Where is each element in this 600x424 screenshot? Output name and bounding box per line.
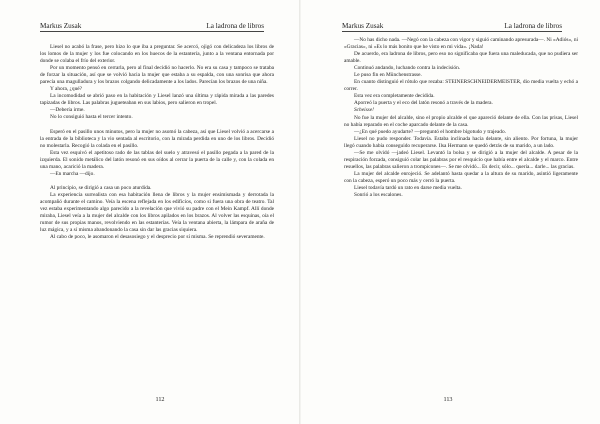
paragraph: —En marcha —dijo. — [50, 170, 95, 177]
paragraph: En cuanto distinguió el rótulo que rezaba: STEINERSCHNEIDERMEISTER, dio media vuelta y echó a correr. — [344, 79, 578, 93]
right-page — [300, 0, 600, 424]
page-body — [40, 44, 274, 241]
paragraph: —¿En qué puedo ayudarte? —preguntó el hombre bigotudo y trajeado. — [354, 128, 506, 135]
paragraph: Liesel no pudo responder. Todavía. Estaba inclinada hacia delante, sin aliento. Por fortuna, la mujer llegó cuando había conseguido recuperarse. Ilsa Hermann se quedó detrás de su marido, a un lado. — [344, 135, 578, 149]
paragraph: —Se me olvidó —jadeó Liesel. Levantó la bolsa y se dirigió a la mujer del alcalde. A pesar de la respiración forzada, consiguió colar las palabras por el resquicio que había entre el alcalde y el marco. Entre resuellos, las palabras salieron a trompicones—. Se me olvidó... Es decir, sólo... quería... darle... las gracias. — [344, 149, 578, 170]
paragraph: No fue la mujer del alcalde, sino el propio alcalde el que apareció delante de ella. Con las prisas, Liesel no había reparado en el coche aparcado delante de la casa. — [344, 114, 578, 128]
paragraph: Continuó andando, luchando contra la indecisión. — [354, 65, 461, 72]
header-author: Markus Zusak — [342, 22, 384, 30]
header-book-title: La ladrona de libros — [504, 22, 562, 30]
paragraph: Al cabo de poco, le asomaron el desasosiego y el desprecio por sí misma. Se reprendió severamente. — [50, 234, 265, 241]
header-author: Markus Zusak — [40, 22, 82, 30]
running-header — [40, 22, 264, 32]
paragraph: La experiencia surrealista con esa habitación llena de libros y la mujer ensimismada y derrotada la acompañó durante el camino. Veía la escena reflejada en los edificios, como si fuera una obra de teatro. Tal vez estaba experimentando algo parecido a la revelación que vivió su padre con el Mein Kampf. Allí donde miraba, Liesel veía a la mujer del alcalde con los libros apilados en los brazos. Al volver las esquinas, oía el rumor de sus propias manos, revolviendo en las estanterías. Veía la ventana abierta, la lámpara de araña de luz mágica, y a sí misma abandonando la casa sin dar las gracias siquiera. — [40, 191, 274, 234]
paragraph: Esperó en el pasillo unos minutos, pero la mujer no asomó la cabeza, así que Liesel volvió a acercarse a la entrada de la biblioteca y la vio sentada al escritorio, con la mirada perdida en uno de los libros. Decidió no molestarla. Recogió la colada en el pasillo. — [40, 128, 274, 149]
paragraph: Al principio, se dirigió a casa un poco aturdida. — [50, 184, 152, 191]
header-book-title: La ladrona de libros — [206, 22, 264, 30]
paragraph: Sonrió a los escalones. — [354, 192, 403, 199]
page-body — [344, 37, 578, 199]
paragraph: Scheisse! — [354, 107, 374, 114]
running-header — [342, 22, 562, 32]
paragraph: Liesel no acabó la frase, pero hizo lo que iba a preguntar. Se acercó, ojigó con delicadeza los libros de los lomos de la mujer y los fue colocando en los huecos de la estantería, junto a la ventana entornada por donde se colaba el frío del exterior. — [40, 44, 274, 65]
paragraph: Le puso fin en Münchenstrasse. — [354, 72, 422, 79]
paragraph: De acuerdo, era ladrona de libros, pero eso no significaba que fuera una maleducada, que no pudiera ser amable. — [344, 51, 578, 65]
paragraph: Esta vez era completamente decidida. — [354, 93, 435, 100]
paragraph: Liesel todavía tardó un rato en darse media vuelta. — [354, 184, 462, 191]
paragraph: La incomodidad se abrió paso en la habitación y Liesel lanzó una última y rápida mirada a las paredes tapizadas de libros. Las palabras jugueteaban en sus labios, pero salieron en tropel. — [40, 93, 274, 107]
paragraph: Y ahora, ¿qué? — [50, 86, 82, 93]
paragraph: —No has dicho nada. —Negó con la cabeza con vigor y siguió caminando apresurada—. Ni «Adiós», ni «Gracias», ni «Es lo más bonito que he visto en mi vida». ¡Nada! — [344, 37, 578, 51]
page-number: 112 — [155, 396, 165, 403]
paragraph: Por un momento pensó en cerrarla, pero al final decidió no hacerlo. No era su casa y tampoco se trataba de forzar la situación, así que se volvió hacia la mujer que estaba a su espalda, con una sonrisa que ahora parecía una magulladura y los brazos colgando delicadamente a los lados. Parecían los brazos de una niña. — [40, 65, 274, 86]
paragraph: Esta vez esquivó el apetitoso rado de las tablas del suelo y atravesó el pasillo pegada a la pared de la izquierda. El sonido metálico del latón resonó en sus oídos al cerrar la puerta de la calle y, con la colada en una mano, acarició la madera. — [40, 149, 274, 170]
paragraph: La mujer del alcalde enrojeció. Se adelantó hasta quedar a la altura de su marido, asintió ligeramente con la cabeza, esperó un poco más y cerró la puerta. — [344, 170, 578, 184]
page-number: 113 — [443, 396, 453, 403]
paragraph: No lo consiguió hasta el tercer intento. — [50, 114, 133, 121]
paragraph: —Debería irme. — [50, 107, 85, 114]
paragraph: Aporreó la puerta y el eco del latón resonó a través de la madera. — [354, 100, 493, 107]
